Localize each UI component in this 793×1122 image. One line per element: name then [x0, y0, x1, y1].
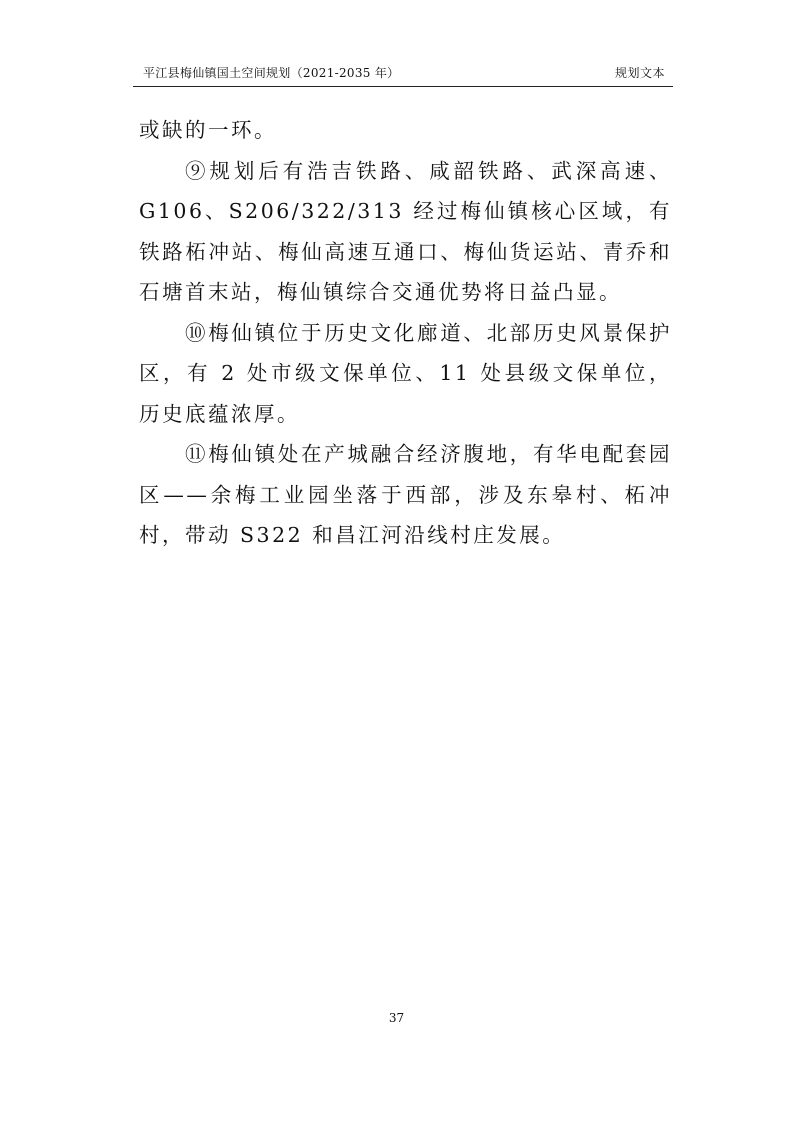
paragraph-transport: ⑨规划后有浩吉铁路、咸韶铁路、武深高速、G106、S206/322/313 经过梅仙镇核心区域，有铁路柘冲站、梅仙高速互通口、梅仙货运站、青乔和石塘首末站，梅仙镇综合交通优势将日益凸显。: [139, 158, 672, 304]
paragraph-heritage: ⑩梅仙镇位于历史文化廊道、北部历史风景保护区，有 2 处市级文保单位、11 处县级文保单位，历史底蕴浓厚。: [139, 320, 672, 426]
document-title: 平江县梅仙镇国土空间规划（2021-2035 年）: [143, 66, 400, 80]
paragraph-industry: ⑪梅仙镇处在产城融合经济腹地，有华电配套园区——余梅工业园坐落于西部，涉及东皋村、柘冲村，带动 S322 和昌江河沿线村庄发展。: [139, 442, 672, 547]
page-number: 37: [388, 1011, 405, 1025]
paragraph-continuation: 或缺的一环。: [139, 118, 277, 142]
body-text: [139, 110, 672, 556]
page-header: [133, 58, 673, 87]
document-section: 规划文本: [614, 66, 665, 80]
